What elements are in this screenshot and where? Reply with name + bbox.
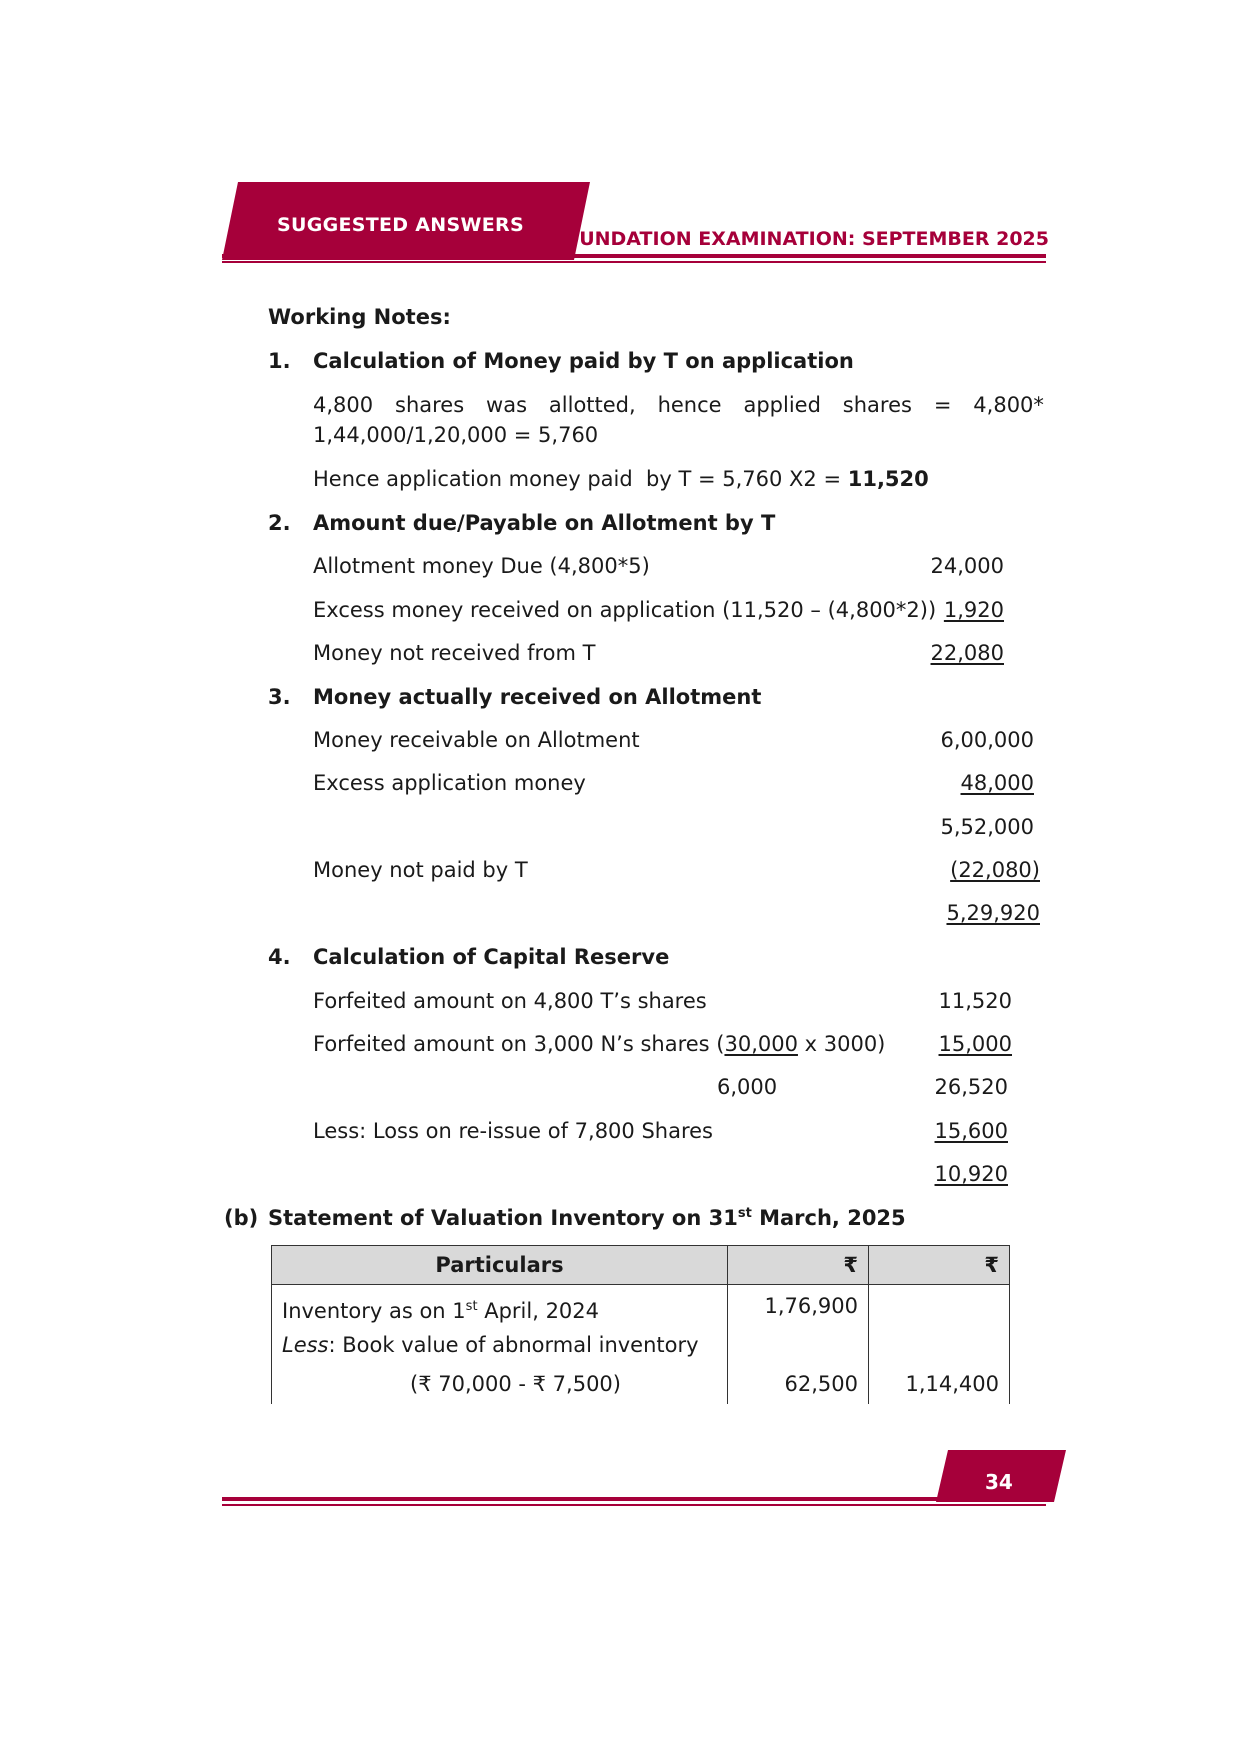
note1-title: Calculation of Money paid by T on application <box>313 349 854 373</box>
note1-word: 4,800 <box>313 393 374 417</box>
note1-word: was <box>486 393 528 417</box>
table-cell-amount <box>728 1285 869 1405</box>
section-b-title <box>268 1206 906 1230</box>
note4-row1-label: Forfeited amount on 4,800 T’s shares <box>313 989 707 1013</box>
table-header-particulars: Particulars <box>272 1246 728 1285</box>
note3-row-amount <box>900 771 1034 795</box>
section-b-title-b: March, 2025 <box>751 1206 906 1230</box>
note1-result: 11,520 <box>847 467 929 491</box>
footer-rule-thick <box>222 1497 1046 1501</box>
table-header-rupee: ₹ <box>728 1246 869 1285</box>
note1-line3-text: Hence application money paid by T = 5,760 X2 = <box>313 467 848 491</box>
table-cell-particulars <box>272 1285 728 1405</box>
note4-row5-amount-value: 10,920 <box>934 1162 1008 1186</box>
row3-amount1: 62,500 <box>784 1372 858 1396</box>
note2-row-amount-value: 1,920 <box>943 598 1004 622</box>
note1-line1 <box>313 393 1044 417</box>
note3-row-amount-value: 5,29,920 <box>946 901 1040 925</box>
empty-line <box>738 1326 858 1365</box>
note4-row4-amount <box>900 1119 1008 1143</box>
note3-row-amount: 5,52,000 <box>940 815 1034 839</box>
empty-line <box>879 1287 999 1326</box>
note1-word: = <box>933 393 952 417</box>
section-b-title-a: Statement of Valuation Inventory on 31 <box>268 1206 738 1230</box>
note2-title: Amount due/Payable on Allotment by T <box>313 511 776 535</box>
note4-row5-amount <box>900 1162 1008 1186</box>
note4-row2-text-b: x 3000) <box>797 1032 886 1056</box>
note2-row-label: Allotment money Due (4,800*5) <box>313 554 650 578</box>
section-b-label: (b) <box>224 1206 259 1230</box>
note3-row-label: Money not paid by T <box>313 858 528 882</box>
row1-label-a: Inventory as on 1 <box>282 1299 466 1323</box>
table-header-rupee: ₹ <box>869 1246 1010 1285</box>
row2-label: : Book value of abnormal inventory <box>328 1333 699 1357</box>
note3-row-amount-value: (22,080) <box>950 858 1040 882</box>
note2-row-label: Money not received from T <box>313 641 596 665</box>
note4-row1-amount: 11,520 <box>938 989 1012 1013</box>
note2-row-amount <box>900 641 1004 665</box>
note4-number: 4. <box>268 945 291 969</box>
table-cell-amount <box>869 1285 1010 1405</box>
note1-word: hence <box>657 393 722 417</box>
note3-row-label: Excess application money <box>313 771 586 795</box>
header-rule-thick <box>222 254 1046 258</box>
table-row <box>272 1285 1010 1405</box>
header-section-label: SUGGESTED ANSWERS <box>277 214 524 236</box>
note3-row-amount: 6,00,000 <box>940 728 1034 752</box>
note1-line3 <box>313 467 929 491</box>
note1-word: allotted, <box>548 393 636 417</box>
note3-number: 3. <box>268 685 291 709</box>
table-header-row <box>272 1246 1010 1285</box>
table-line <box>282 1287 717 1326</box>
note2-row-amount: 24,000 <box>930 554 1004 578</box>
row1-sup: st <box>465 1299 478 1314</box>
note4-row4-amount-value: 15,600 <box>934 1119 1008 1143</box>
note4-row2-amount <box>900 1032 1012 1056</box>
note2-row-amount-value: 22,080 <box>930 641 1004 665</box>
note4-title: Calculation of Capital Reserve <box>313 945 670 969</box>
note4-row4-label: Less: Loss on re-issue of 7,800 Shares <box>313 1119 713 1143</box>
empty-line <box>879 1326 999 1365</box>
row1-label-b: April, 2024 <box>477 1299 600 1323</box>
note3-title: Money actually received on Allotment <box>313 685 762 709</box>
note1-word: shares <box>842 393 912 417</box>
row3-amount2: 1,14,400 <box>905 1372 999 1396</box>
table-line: (₹ 70,000 - ₹ 7,500) <box>410 1372 621 1396</box>
footer-rule-thin <box>222 1504 1046 1506</box>
note3-row-amount <box>900 901 1040 925</box>
note1-number: 1. <box>268 349 291 373</box>
note4-row3-amount: 26,520 <box>934 1075 1008 1099</box>
inventory-valuation-table <box>271 1245 1010 1404</box>
note3-row-amount-value: 48,000 <box>960 771 1034 795</box>
note3-row-amount <box>900 858 1040 882</box>
note2-row-amount <box>900 598 1004 622</box>
table-line <box>282 1326 717 1365</box>
header-rule-thin <box>222 261 1046 263</box>
note2-row-label: Excess money received on application (11,520 – (4,800*2)) <box>313 598 937 622</box>
note3-row-label: Money receivable on Allotment <box>313 728 640 752</box>
page-number: 34 <box>985 1470 1013 1494</box>
note4-row2-amount-value: 15,000 <box>938 1032 1012 1056</box>
header-exam-title: FOUNDATION EXAMINATION: SEPTEMBER 2025 <box>550 228 1049 250</box>
note1-word: applied <box>743 393 821 417</box>
note1-word: 4,800* <box>973 393 1044 417</box>
note4-row2-text-a: Forfeited amount on 3,000 N’s shares ( <box>313 1032 725 1056</box>
section-b-title-sup: st <box>737 1206 752 1221</box>
row1-amount: 1,76,900 <box>764 1294 858 1318</box>
note4-row2-label <box>313 1032 885 1056</box>
working-notes-title: Working Notes: <box>268 305 451 329</box>
note1-line2: 1,44,000/1,20,000 = 5,760 <box>313 423 599 447</box>
note4-row2-fraction-denominator: 6,000 <box>717 1075 778 1099</box>
note4-row2-fraction-numerator: 30,000 <box>724 1032 798 1056</box>
note1-word: shares <box>395 393 465 417</box>
row2-less: Less <box>282 1333 329 1357</box>
note2-number: 2. <box>268 511 291 535</box>
